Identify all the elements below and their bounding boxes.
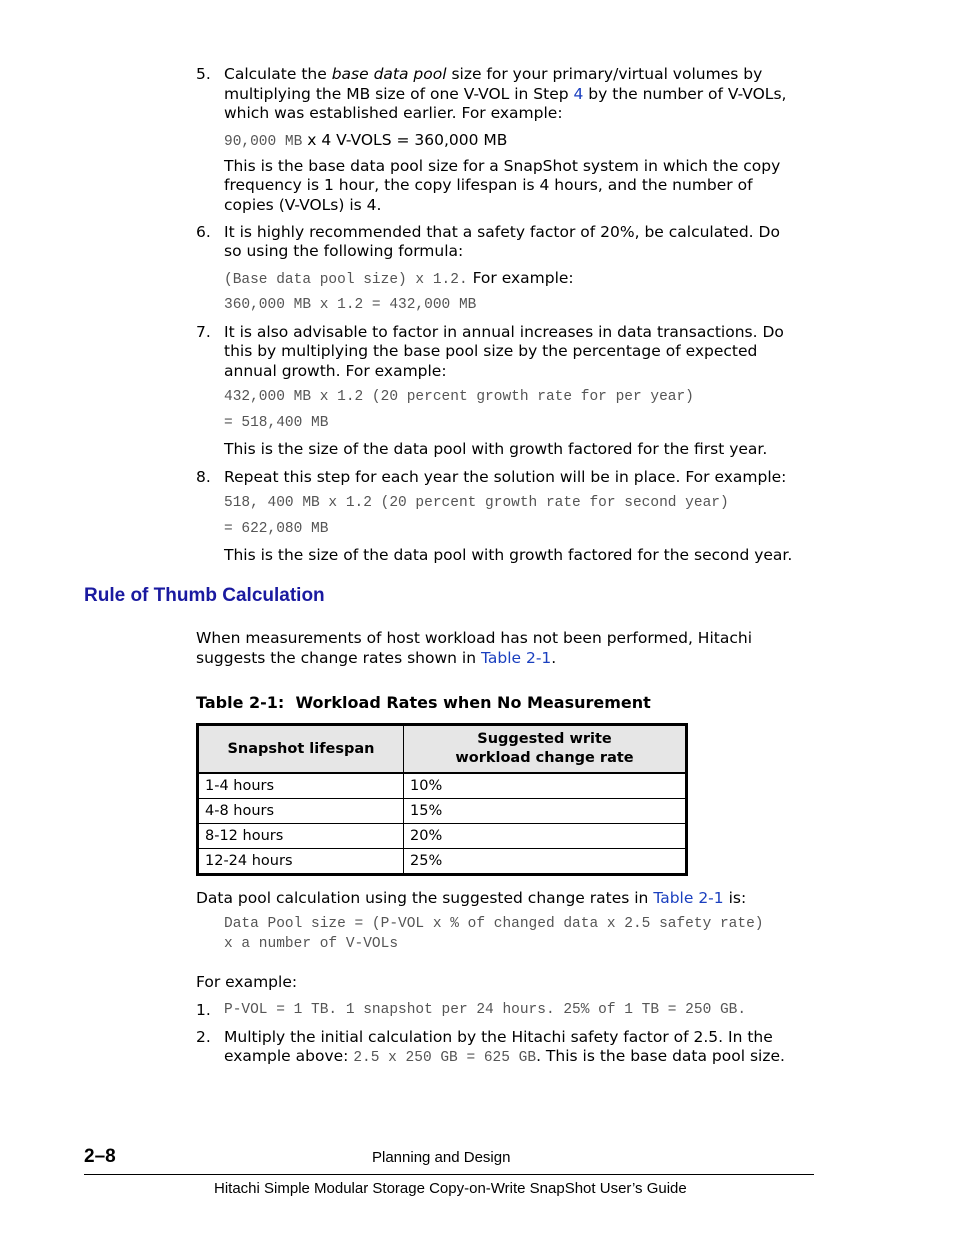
footer-rule (84, 1174, 814, 1175)
code: 90,000 MB (224, 134, 303, 150)
intro-line (196, 648, 556, 668)
text: example above: (224, 1047, 354, 1065)
step-8-line: Repeat this step for each year the solution will be in place. For example: (224, 468, 787, 486)
paragraph-line: frequency is 1 hour, the copy lifespan is 4 hours, and the number of (224, 176, 753, 194)
table-2-1-link[interactable]: Table 2-1 (480, 649, 552, 667)
text: . This is the base data pool size. (536, 1047, 785, 1065)
step-number: 1. (196, 1001, 211, 1019)
example-code: 432,000 MB x 1.2 (20 percent growth rate for per year) (224, 389, 694, 405)
emphasis: base data pool (331, 65, 447, 83)
example-line (224, 1046, 785, 1068)
text: . (551, 649, 557, 667)
table-cell: 4-8 hours (198, 799, 404, 824)
for-example-label: For example: (196, 973, 298, 991)
example-line: Multiply the initial calculation by the Hitachi safety factor of 2.5. In the (224, 1028, 773, 1046)
table-cell: 10% (404, 773, 687, 799)
step-number: 8. (196, 468, 211, 486)
table-cell: 12-24 hours (198, 849, 404, 875)
formula-code: Data Pool size = (P-VOL x % of changed data x 2.5 safety rate) (224, 916, 764, 932)
section-heading: Rule of Thumb Calculation (84, 585, 325, 606)
step-number: 2. (196, 1028, 211, 1046)
guide-title: Hitachi Simple Modular Storage Copy-on-Write SnapShot User’s Guide (214, 1180, 687, 1197)
step-number: 5. (196, 65, 211, 83)
table-2-1-link[interactable]: Table 2-1 (653, 889, 724, 907)
workload-rates-table (196, 723, 688, 876)
step-number: 6. (196, 223, 211, 241)
text: Data pool calculation using the suggested change rates in (196, 889, 654, 907)
page-number: 2–8 (84, 1146, 116, 1167)
text: is: (723, 889, 747, 907)
table-cell: 15% (404, 799, 687, 824)
table-cell: 25% (404, 849, 687, 875)
calc-line (196, 888, 746, 908)
paragraph-line: This is the base data pool size for a SnapShot system in which the copy (224, 157, 781, 175)
example-code: 518, 400 MB x 1.2 (20 percent growth rate for second year) (224, 495, 729, 511)
column-header: Suggested write workload change rate (404, 725, 687, 774)
paragraph-line: copies (V-VOLs) is 4. (224, 196, 382, 214)
step-5-line: which was established earlier. For example: (224, 104, 563, 122)
step-5-line (224, 84, 786, 104)
table-header-row (198, 725, 687, 774)
step-6-line: so using the following formula: (224, 242, 464, 260)
example-code: P-VOL = 1 TB. 1 snapshot per 24 hours. 25% of 1 TB = 250 GB. (224, 1002, 747, 1018)
example-code: = 518,400 MB (224, 415, 329, 431)
step-7-line: It is also advisable to factor in annual increases in data transactions. Do (224, 323, 784, 341)
paragraph-line: This is the size of the data pool with growth factored for the first year. (224, 440, 768, 458)
step-7-line: this by multiplying the base pool size by the percentage of expected (224, 342, 758, 360)
formula-code: x a number of V-VOLs (224, 936, 399, 952)
step-5-line (224, 64, 762, 84)
table-row (198, 799, 687, 824)
column-header: Snapshot lifespan (198, 725, 404, 774)
table-row (198, 773, 687, 799)
table-title: Table 2-1: Workload Rates when No Measurement (196, 693, 651, 712)
example-code: 360,000 MB x 1.2 = 432,000 MB (224, 297, 477, 313)
intro-line: When measurements of host workload has not been performed, Hitachi (196, 629, 752, 647)
chapter-title: Planning and Design (372, 1149, 511, 1166)
code: 2.5 x 250 GB = 625 GB (353, 1050, 537, 1066)
table-cell: 1-4 hours (198, 773, 404, 799)
table-row (198, 824, 687, 849)
step-6-line: It is highly recommended that a safety factor of 20%, be calculated. Do (224, 223, 780, 241)
text: multiplying the MB size of one V-VOL in Step (224, 85, 574, 103)
text: suggests the change rates shown in (196, 649, 481, 667)
text: x 4 V-VOLS = 360,000 MB (302, 131, 508, 149)
text: For example: (467, 269, 574, 287)
code: (Base data pool size) x 1.2. (224, 272, 468, 288)
text: size for your primary/virtual volumes by (446, 65, 763, 83)
example-code (224, 268, 574, 290)
table-cell: 20% (404, 824, 687, 849)
example-code (224, 130, 507, 152)
paragraph-line: This is the size of the data pool with growth factored for the second year. (224, 546, 793, 564)
example-code: = 622,080 MB (224, 521, 329, 537)
table-cell: 8-12 hours (198, 824, 404, 849)
step-4-link[interactable]: 4 (573, 85, 584, 103)
text: by the number of V-VOLs, (583, 85, 787, 103)
table-row (198, 849, 687, 875)
text: Calculate the (224, 65, 332, 83)
step-7-line: annual growth. For example: (224, 362, 447, 380)
step-number: 7. (196, 323, 211, 341)
